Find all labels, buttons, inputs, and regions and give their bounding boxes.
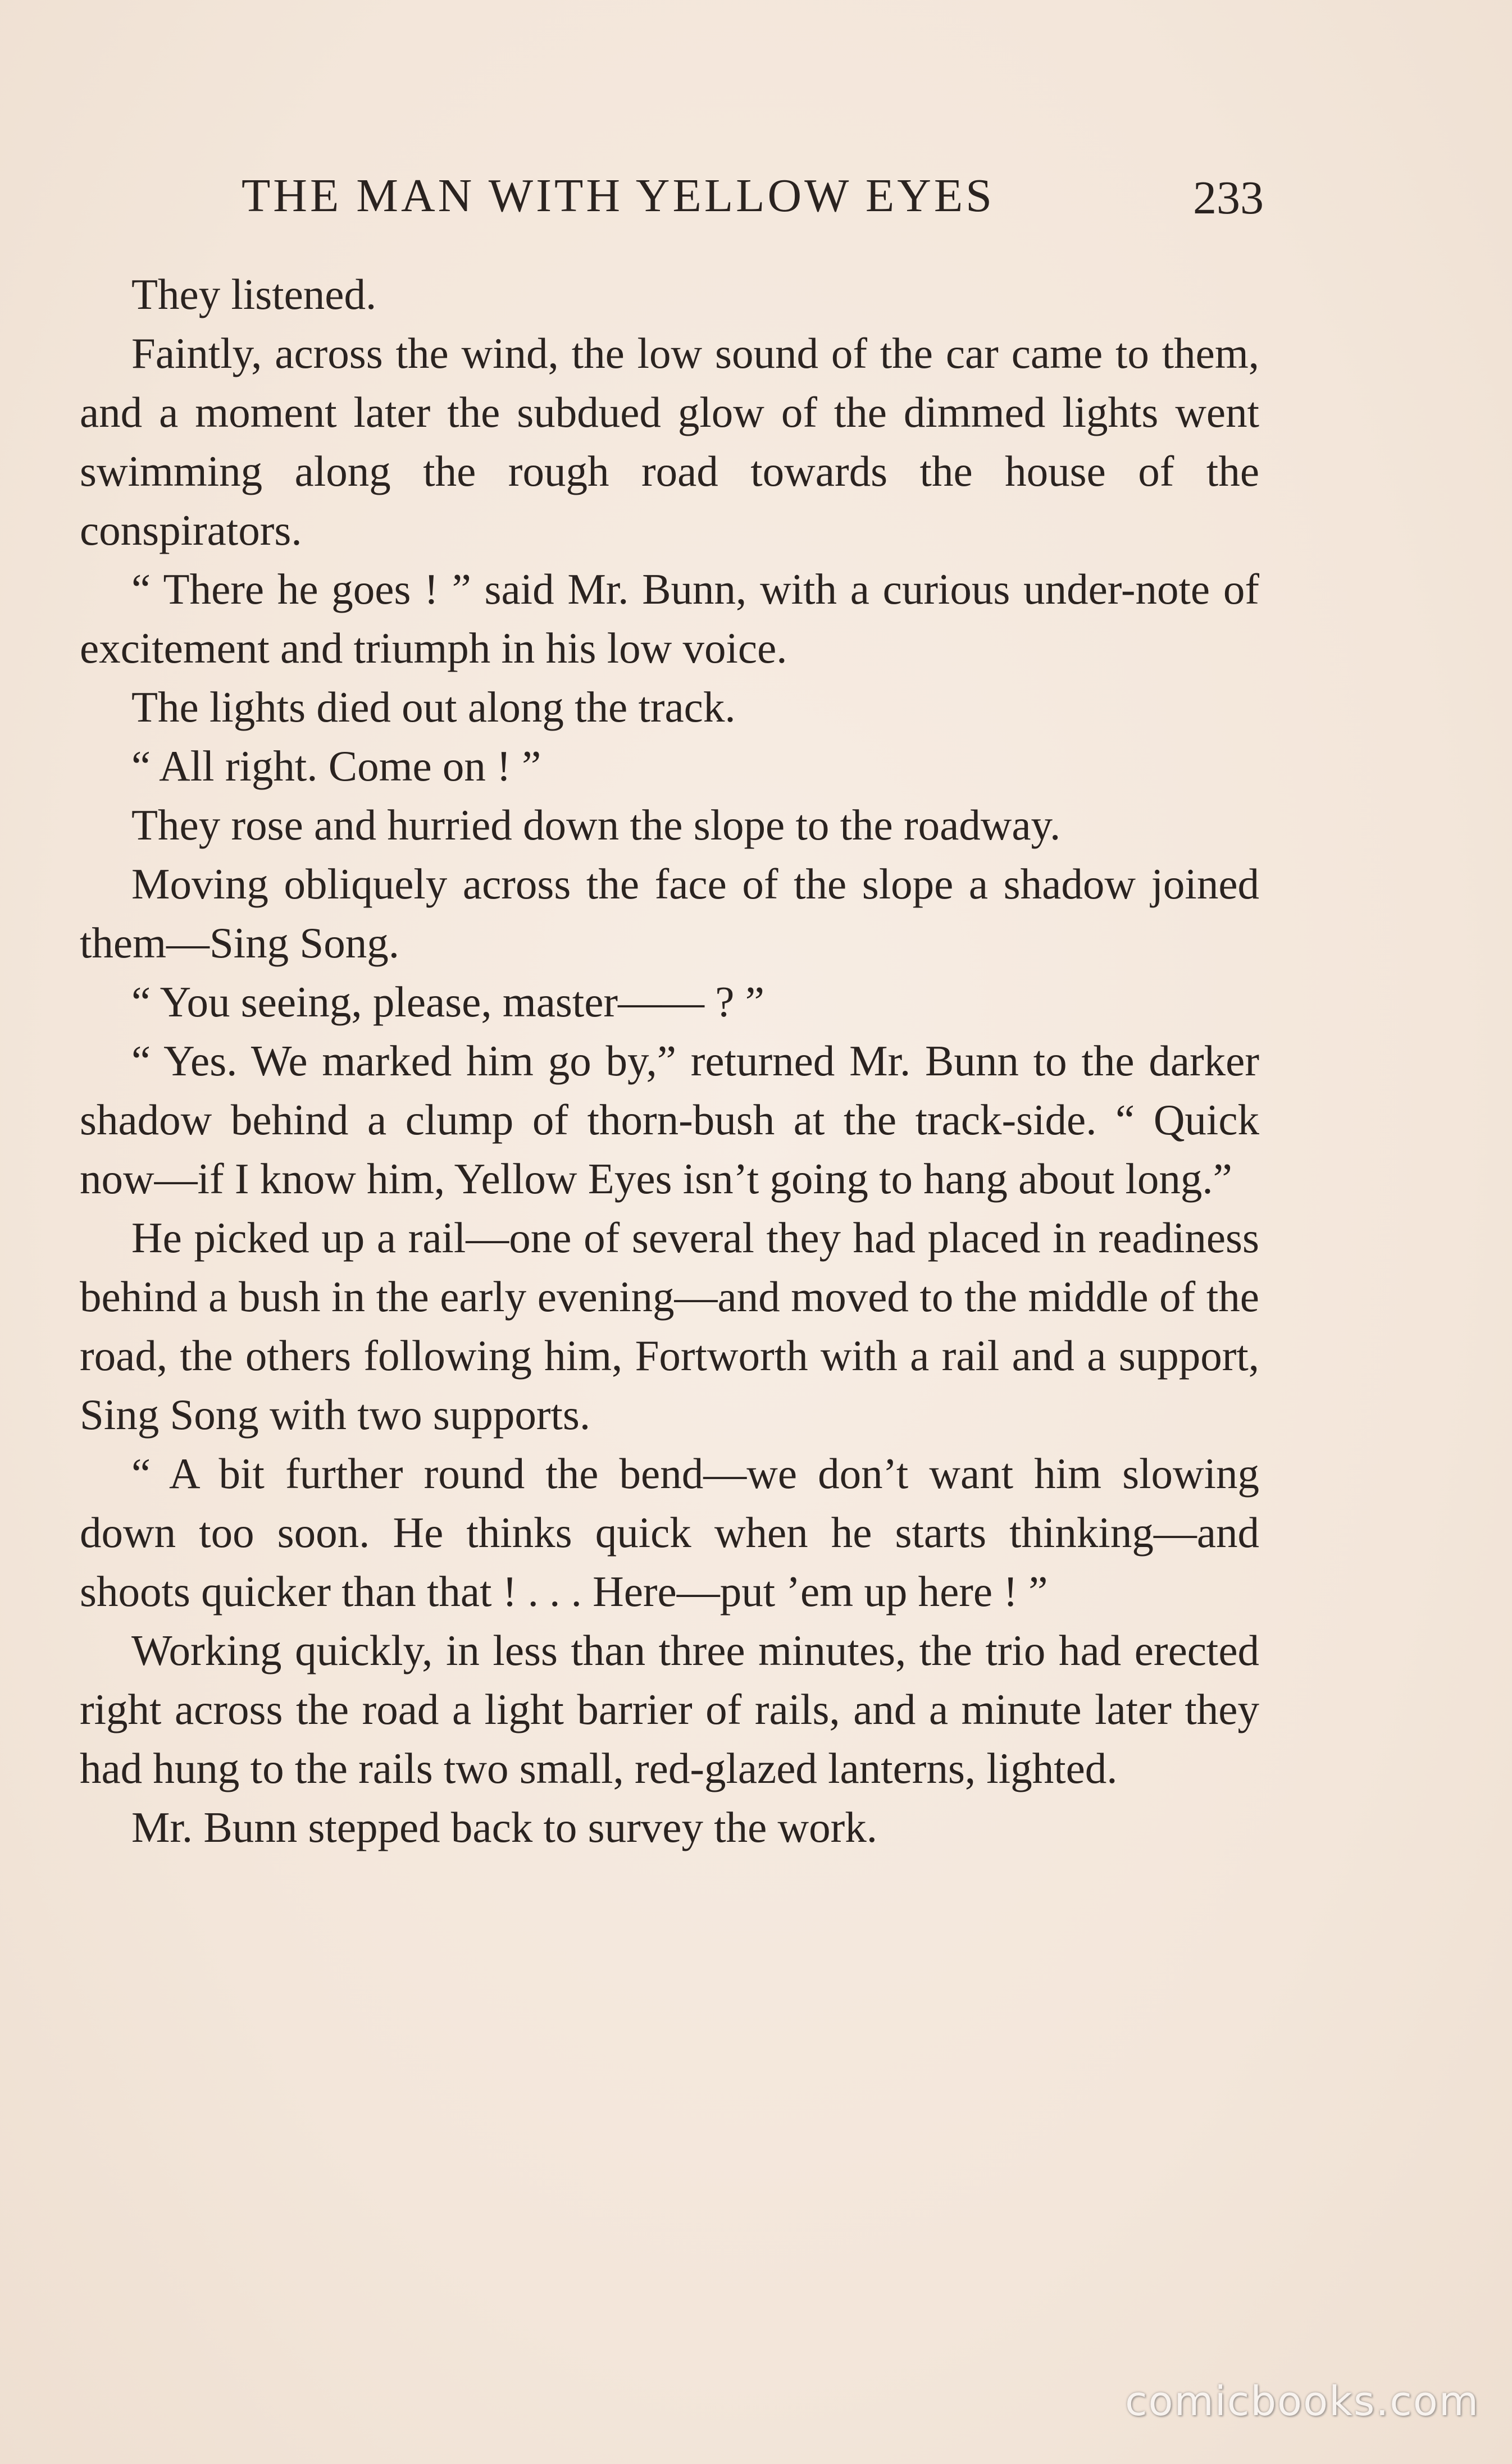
paragraph: The lights died out along the track.: [131, 683, 736, 731]
paragraph: Mr. Bunn stepped back to survey the work.: [131, 1803, 878, 1851]
paragraph: They rose and hurried down the slope to the roadway.: [131, 801, 1061, 849]
paragraph: “ Yes. We marked him go by,” returned Mr. Bunn to the darker shadow behind a clump of thorn-bush at the track-side. “ Quick now—if I know him, Yellow Eyes isn’t going to hang about long.”: [80, 1037, 1259, 1203]
paragraph: He picked up a rail—one of several they had placed in readiness behind a bush in the early evening—and moved to the middle of the road, the others following him, Fortworth with a rail and a support, Sing Song with two supports.: [80, 1213, 1259, 1439]
watermark: comicbooks.com: [1124, 2378, 1479, 2425]
paragraph: Working quickly, in less than three minutes, the trio had erected right across the road a light barrier of rails, and a minute later they had hung to the rails two small, red-glazed lanterns, lighted.: [80, 1626, 1259, 1792]
running-title: THE MAN WITH YELLOW EYES: [242, 170, 995, 222]
paragraph: “ All right. Come on ! ”: [131, 742, 541, 790]
paragraph: “ A bit further round the bend—we don’t want him slowing down too soon. He thinks quick when he starts thinking—and shoots quicker than that ! . . . Here—put ’em up here ! ”: [80, 1449, 1259, 1616]
body-text: [80, 265, 1259, 1857]
page-number: 233: [1193, 172, 1264, 224]
paragraph: Faintly, across the wind, the low sound of the car came to them, and a moment later the subdued glow of the dimmed lights went swimming along the rough road towards the house of the conspirators.: [80, 329, 1259, 554]
running-head: [242, 168, 1264, 230]
paragraph: “ You seeing, please, master—— ? ”: [131, 978, 764, 1026]
paragraph: Moving obliquely across the face of the slope a shadow joined them—Sing Song.: [80, 860, 1259, 967]
paragraph: They listened.: [131, 270, 377, 318]
paragraph: “ There he goes ! ” said Mr. Bunn, with a curious under-note of excitement and triumph in his low voice.: [80, 565, 1259, 672]
